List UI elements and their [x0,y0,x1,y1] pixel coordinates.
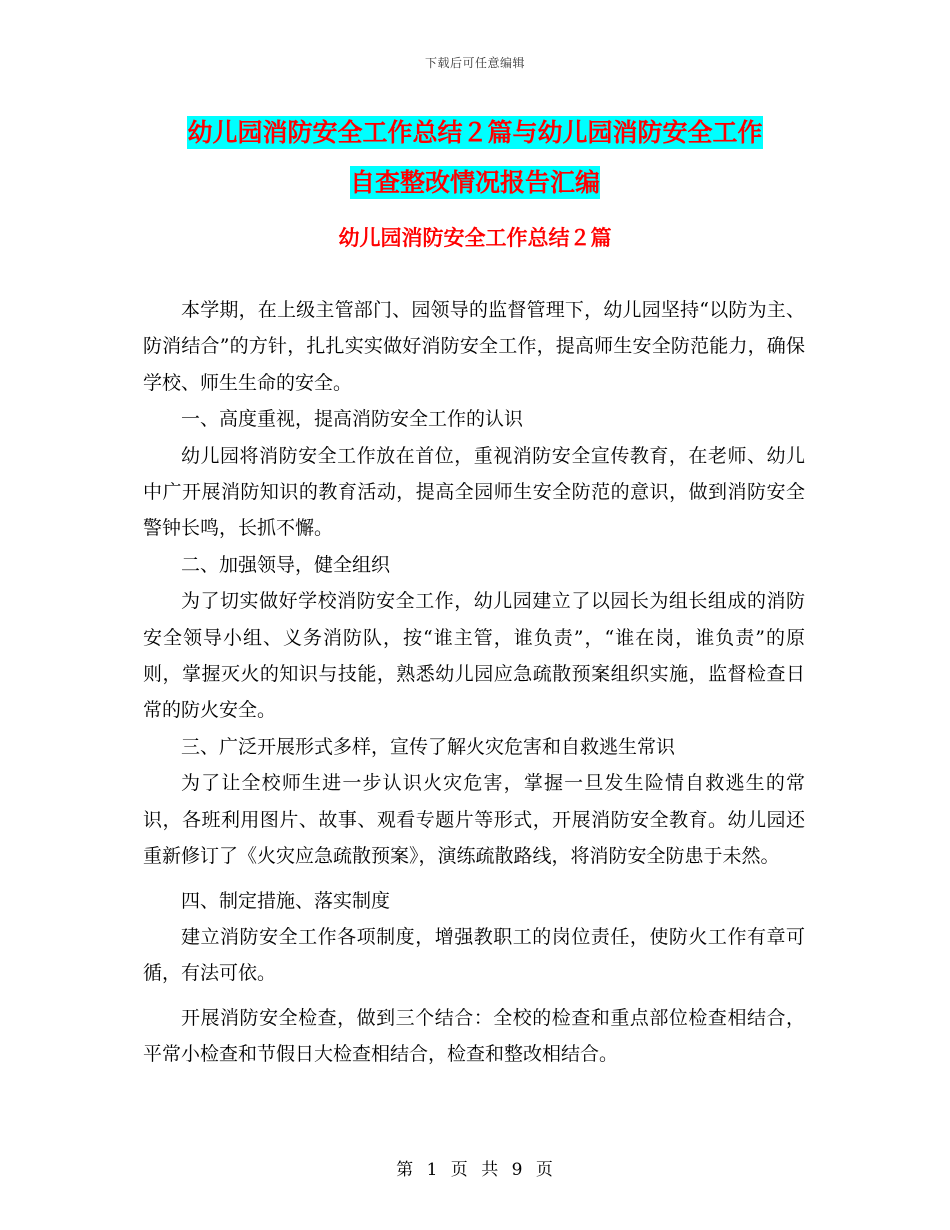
section-title: 幼儿园消防安全工作总结２篇 [338,226,612,250]
document-body [143,292,805,1073]
paragraph: 开展消防安全检查，做到三个结合：全校的检查和重点部位检查相结合，平常小检查和节假日大检查相结合，检查和整改相结合。 [143,1006,805,1066]
title-highlight: 自查整改情况报告汇编 [349,168,600,197]
heading-3: 三、广泛开展形式多样，宣传了解火灾危害和自救逃生常识 [181,735,676,758]
paragraph: 建立消防安全工作各项制度，增强教职工的岗位责任，使防火工作有章可循，有法可依。 [143,925,805,985]
paragraph-intro: 本学期，在上级主管部门、园领导的监督管理下，幼儿园坚持“以防为主、防消结合”的方针，扎扎实实做好消防安全工作，提高师生安全防范能力，确保学校、师生生命的安全。 [143,299,805,394]
page-footer: 第 1 页 共 9 页 [396,1160,554,1180]
title-highlight: 幼儿园消防安全工作总结２篇与幼儿园消防安全工作 [187,118,763,147]
heading-4: 四、制定措施、落实制度 [181,889,391,912]
heading-2: 二、加强领导，健全组织 [181,553,391,576]
heading-1: 一、高度重视，提高消防安全工作的认识 [181,408,524,431]
paragraph: 幼儿园将消防安全工作放在首位，重视消防安全宣传教育，在老师、幼儿中广开展消防知识的教育活动，提高全园师生安全防范的意识，做到消防安全警钟长鸣，长抓不懈。 [143,444,805,540]
paragraph: 为了切实做好学校消防安全工作，幼儿园建立了以园长为组长组成的消防安全领导小组、义务消防队，按“谁主管，谁负责”，“谁在岗，谁负责”的原则，掌握灭火的知识与技能，熟悉幼儿园应急疏散预案组织实施，监督检查日常的防火安全。 [143,590,805,722]
page-header-note: 下载后可任意编辑 [424,56,525,70]
document-title-line-1 [0,108,950,158]
document-title [0,108,950,208]
document-title-line-2 [0,158,950,208]
paragraph: 为了让全校师生进一步认识火灾危害，掌握一旦发生险情自救逃生的常识，各班利用图片、故事、观看专题片等形式，开展消防安全教育。幼儿园还重新修订了《火灾应急疏散预案》，演练疏散路线，将消防安全防患于未然。 [143,772,805,868]
